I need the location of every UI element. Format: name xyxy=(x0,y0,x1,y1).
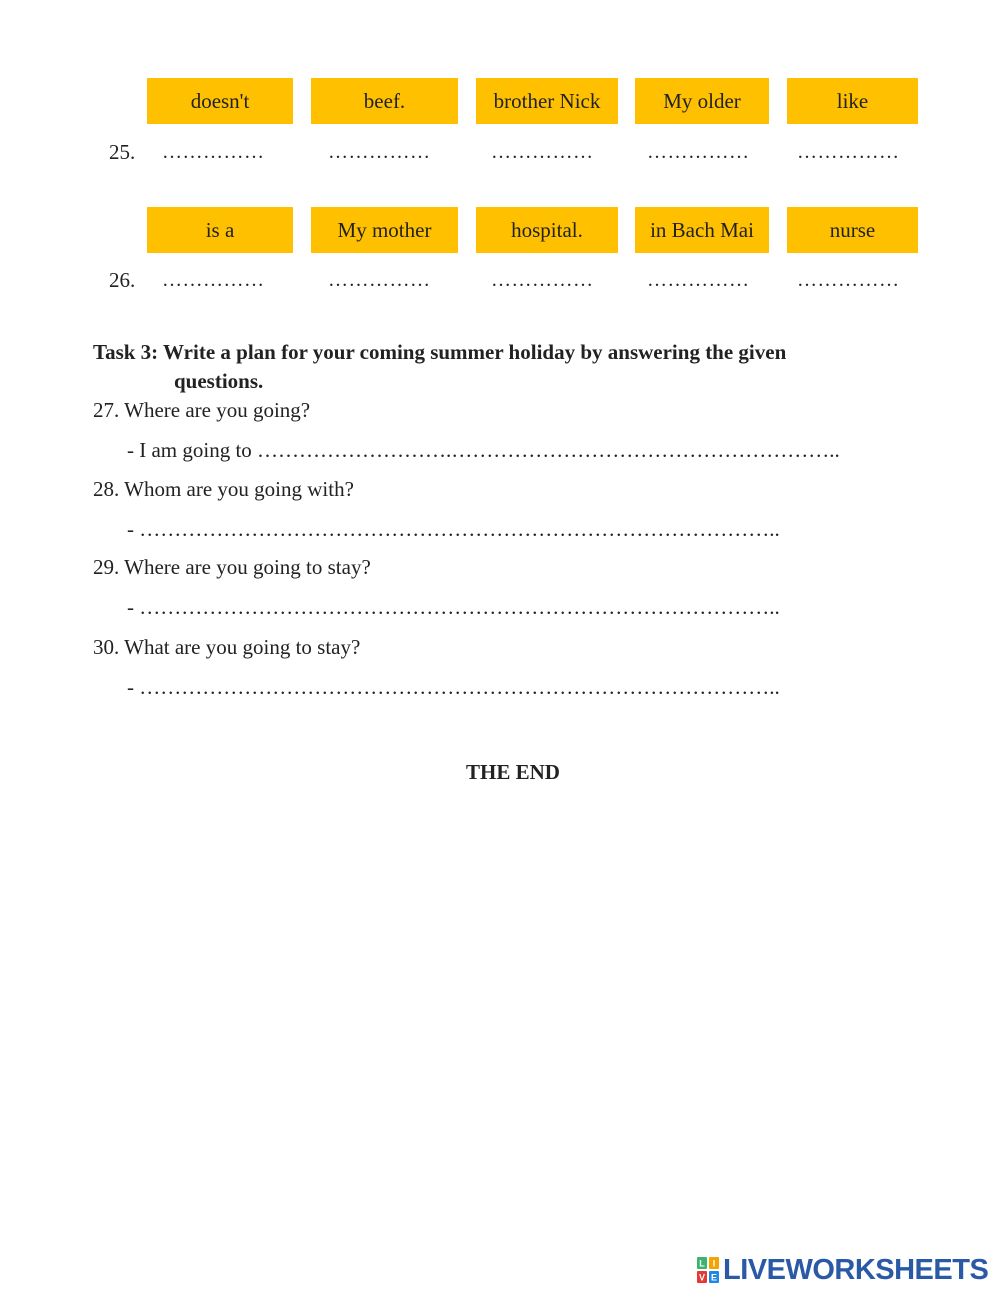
word-chip[interactable]: in Bach Mai xyxy=(635,207,769,253)
question-number: 26. xyxy=(109,268,136,292)
word-chip[interactable]: My older xyxy=(635,78,769,124)
logo-mark-letter: V xyxy=(698,1272,706,1283)
word-chip[interactable]: My mother xyxy=(311,207,458,253)
word-chip[interactable]: brother Nick xyxy=(476,78,618,124)
answer-blank[interactable]: …………… xyxy=(647,269,750,291)
answer-blank[interactable]: …………… xyxy=(162,141,265,163)
question-text: 27. Where are you going? xyxy=(93,398,311,422)
answer-blank[interactable]: …………… xyxy=(328,269,431,291)
answer-line[interactable]: - ……………………………………………………………………………….. xyxy=(127,595,780,619)
word-chip[interactable]: nurse xyxy=(787,207,918,253)
question-text: 30. What are you going to stay? xyxy=(93,635,361,659)
question-text: 29. Where are you going to stay? xyxy=(93,555,371,579)
logo-text: LIVEWORKSHEETS xyxy=(723,1253,989,1286)
answer-blank[interactable]: …………… xyxy=(797,141,900,163)
answer-blank[interactable]: …………… xyxy=(162,269,265,291)
task-title-continued: questions. xyxy=(174,369,264,393)
logo-mark-icon xyxy=(697,1257,719,1283)
answer-line[interactable]: - ……………………………………………………………………………….. xyxy=(127,517,780,541)
word-chip[interactable]: like xyxy=(787,78,918,124)
question-text: 28. Whom are you going with? xyxy=(93,477,354,501)
task-title: Task 3: Write a plan for your coming summer holiday by answering the given xyxy=(93,340,787,364)
liveworksheets-logo[interactable] xyxy=(697,1253,988,1287)
question-number: 25. xyxy=(109,140,136,164)
answer-blank[interactable]: …………… xyxy=(491,269,594,291)
logo-mark-letter: I xyxy=(712,1258,716,1269)
answer-blank[interactable]: …………… xyxy=(328,141,431,163)
answer-line[interactable]: - ……………………………………………………………………………….. xyxy=(127,675,780,699)
answer-blank[interactable]: …………… xyxy=(491,141,594,163)
logo-mark-letter: E xyxy=(710,1272,718,1283)
word-chip[interactable]: hospital. xyxy=(476,207,618,253)
word-chip[interactable]: beef. xyxy=(311,78,458,124)
answer-blank[interactable]: …………… xyxy=(647,141,750,163)
answer-blank[interactable]: …………… xyxy=(797,269,900,291)
word-chip[interactable]: doesn't xyxy=(147,78,293,124)
word-chip[interactable]: is a xyxy=(147,207,293,253)
logo-mark-letter: L xyxy=(699,1258,705,1269)
answer-line[interactable]: - I am going to ……………………….……………………………………………….. xyxy=(127,438,840,462)
end-text: THE END xyxy=(466,760,560,784)
